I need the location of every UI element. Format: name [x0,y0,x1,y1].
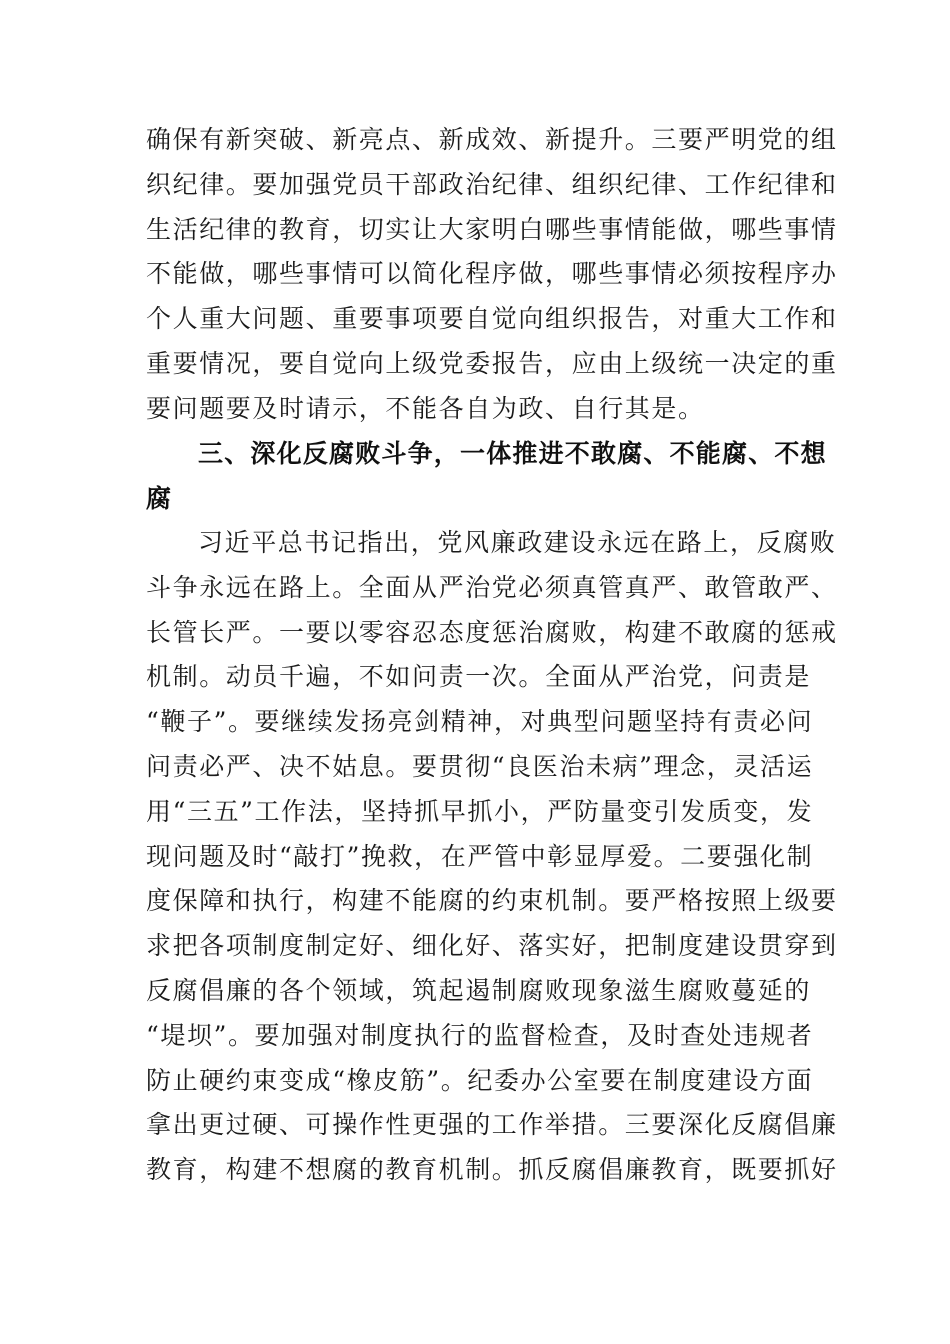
text-line: “堤坝”。要加强对制度执行的监督检查，及时查处违规者 [146,1020,814,1050]
text-line: “鞭子”。要继续发扬亮剑精神，对典型问题坚持有责必问 [146,707,814,737]
body-paragraph-continued [146,118,838,432]
text-line: 机制。动员千遍，不如问责一次。全面从严治党，问责是 [146,662,812,692]
text-line: 长管长严。一要以零容忍态度惩治腐败，构建不敢腐的惩戒 [146,617,838,647]
text-line: 教育，构建不想腐的教育机制。抓反腐倡廉教育，既要抓好 [146,1155,838,1185]
heading-line: 三、深化反腐败斗争，一体推进不敢腐、不能腐、不想 [198,439,827,468]
paragraph-1 [146,118,838,432]
text-line: 织纪律。要加强党员干部政治纪律、组织纪律、工作纪律和 [146,169,838,199]
text-line: 生活纪律的教育，切实让大家明白哪些事情能做，哪些事情 [146,214,838,244]
section-heading [146,432,827,522]
text-line: 问责必严、决不姑息。要贯彻“良医治未病”理念，灵活运 [146,751,814,781]
text-line: 重要情况，要自觉向上级党委报告，应由上级统一决定的重 [146,348,838,378]
text-line: 要问题要及时请示，不能各自为政、自行其是。 [146,393,705,423]
text-line: 反腐倡廉的各个领域，筑起遏制腐败现象滋生腐败蔓延的 [146,975,812,1005]
paragraph-2 [146,521,838,1193]
text-line: 现问题及时“敲打”挽救，在严管中彰显厚爱。二要强化制 [146,841,814,871]
heading-text [146,432,827,522]
text-line: 用“三五”工作法，坚持抓早抓小，严防量变引发质变，发 [146,796,814,826]
text-line: 求把各项制度制定好、细化好、落实好，把制度建设贯穿到 [146,931,838,961]
text-line: 个人重大问题、重要事项要自觉向组织报告，对重大工作和 [146,304,838,334]
text-line: 斗争永远在路上。全面从严治党必须真管真严、敢管敢严、 [146,572,838,602]
text-line: 防止硬约束变成“橡皮筋”。纪委办公室要在制度建设方面 [146,1065,814,1095]
body-paragraph [146,521,838,1193]
text-line: 度保障和执行，构建不能腐的约束机制。要严格按照上级要 [146,886,838,916]
heading-line: 腐 [146,483,173,513]
text-line: 拿出更过硬、可操作性更强的工作举措。三要深化反腐倡廉 [146,1110,838,1140]
text-line: 不能做，哪些事情可以简化程序做，哪些事情必须按程序办 [146,259,838,289]
text-line: 习近平总书记指出，党风廉政建设永远在路上，反腐败 [198,528,837,557]
text-line: 确保有新突破、新亮点、新成效、新提升。三要严明党的组 [146,125,838,154]
